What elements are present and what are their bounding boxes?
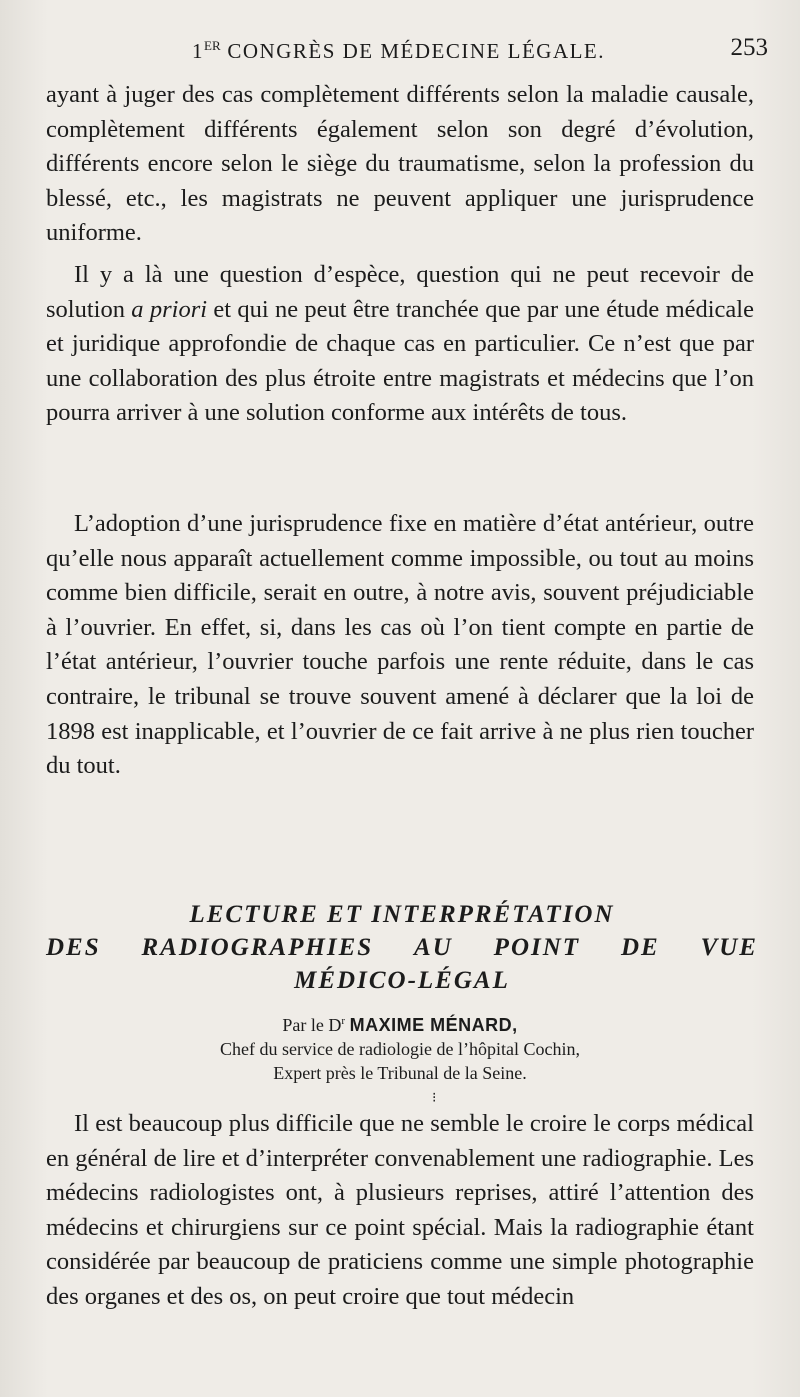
author-line — [0, 1009, 800, 1037]
ordinal-suffix: ER — [204, 38, 221, 53]
byline — [0, 1009, 800, 1085]
title-word: DE — [620, 934, 660, 961]
paragraph-question-espece — [46, 258, 754, 431]
ordinal-number: 1 — [192, 39, 204, 63]
title-line-1: LECTURE ET INTERPRÉTATION — [189, 901, 615, 928]
paragraph-radiographie: Il est beaucoup plus difficile que ne semble le croire le corps médical en général de lire et d’interpréter convenablement une radiographie. Les médecins radiologistes ont, à plusieurs reprises, attiré l’attention des médecins et chirurgiens sur ce point spécial. Mais la radiographie étant considérée par beaucoup de praticiens comme une simple photographie des organes et des os, on peut croire que tout médecin — [46, 1110, 754, 1310]
title-word: RADIOGRAPHIES — [141, 934, 374, 961]
page-number: 253 — [730, 34, 768, 61]
ink-mark: ⁝ — [432, 1091, 437, 1106]
author-prefix: Par le $D^r$ — [282, 1015, 346, 1035]
author-affiliation-1: Chef du service de radiologie de l’hôpital Cochin, — [220, 1039, 580, 1059]
running-header — [0, 34, 800, 74]
italic-phrase: a priori — [131, 295, 208, 323]
author-name: MAXIME MÉNARD, — [349, 1015, 518, 1035]
title-word: DES — [46, 934, 101, 961]
title-word: AU — [414, 934, 453, 961]
article-title — [46, 898, 758, 997]
paragraph-text: et qui ne peut être tranchée que par une étude médicale et juridique approfondie de chaque cas en particulier. Ce n’est que par une collaboration des plus étroite entre magistrats et médecins que l’on pourra arriver à une solution conforme aux intérêts de tous. — [46, 295, 754, 427]
title-word: POINT — [493, 934, 581, 961]
paragraph-jurisprudence: L’adoption d’une jurisprudence fixe en matière d’état antérieur, outre qu’elle nous apparaît actuellement comme impossible, ou tout au moins comme bien difficile, serait en outre, à notre avis, souvent préjudiciable à l’ouvrier. En effet, si, dans les cas où l’on tient compte en partie de l’état antérieur, l’ouvrier touche parfois une rente réduite, dans le cas contraire, le tribunal se trouve souvent amené à déclarer que la loi de 1898 est inapplicable, et l’ouvrier de ce fait arrive à ne plus rien toucher du tout. — [46, 510, 754, 780]
paragraph-continued: ayant à juger des cas complètement différents selon la maladie causale, complètement différents également selon son degré d’évolution, différents encore selon le siège du traumatisme, selon la profession du blessé, etc., les magistrats ne peuvent appliquer une jurisprudence uniforme. — [46, 81, 754, 247]
running-title — [192, 38, 605, 64]
paragraph-text: Il y a là une question d’espèce, question qui ne peut recevoir de solution — [46, 261, 754, 323]
congress-title: CONGRÈS DE MÉDECINE LÉGALE. — [227, 39, 606, 63]
author-affiliation-2: Expert près le Tribunal de la Seine. — [273, 1063, 527, 1083]
title-line-3: MÉDICO-LÉGAL — [294, 967, 510, 994]
title-word: VUE — [700, 934, 758, 961]
title-line-2 — [46, 931, 758, 964]
